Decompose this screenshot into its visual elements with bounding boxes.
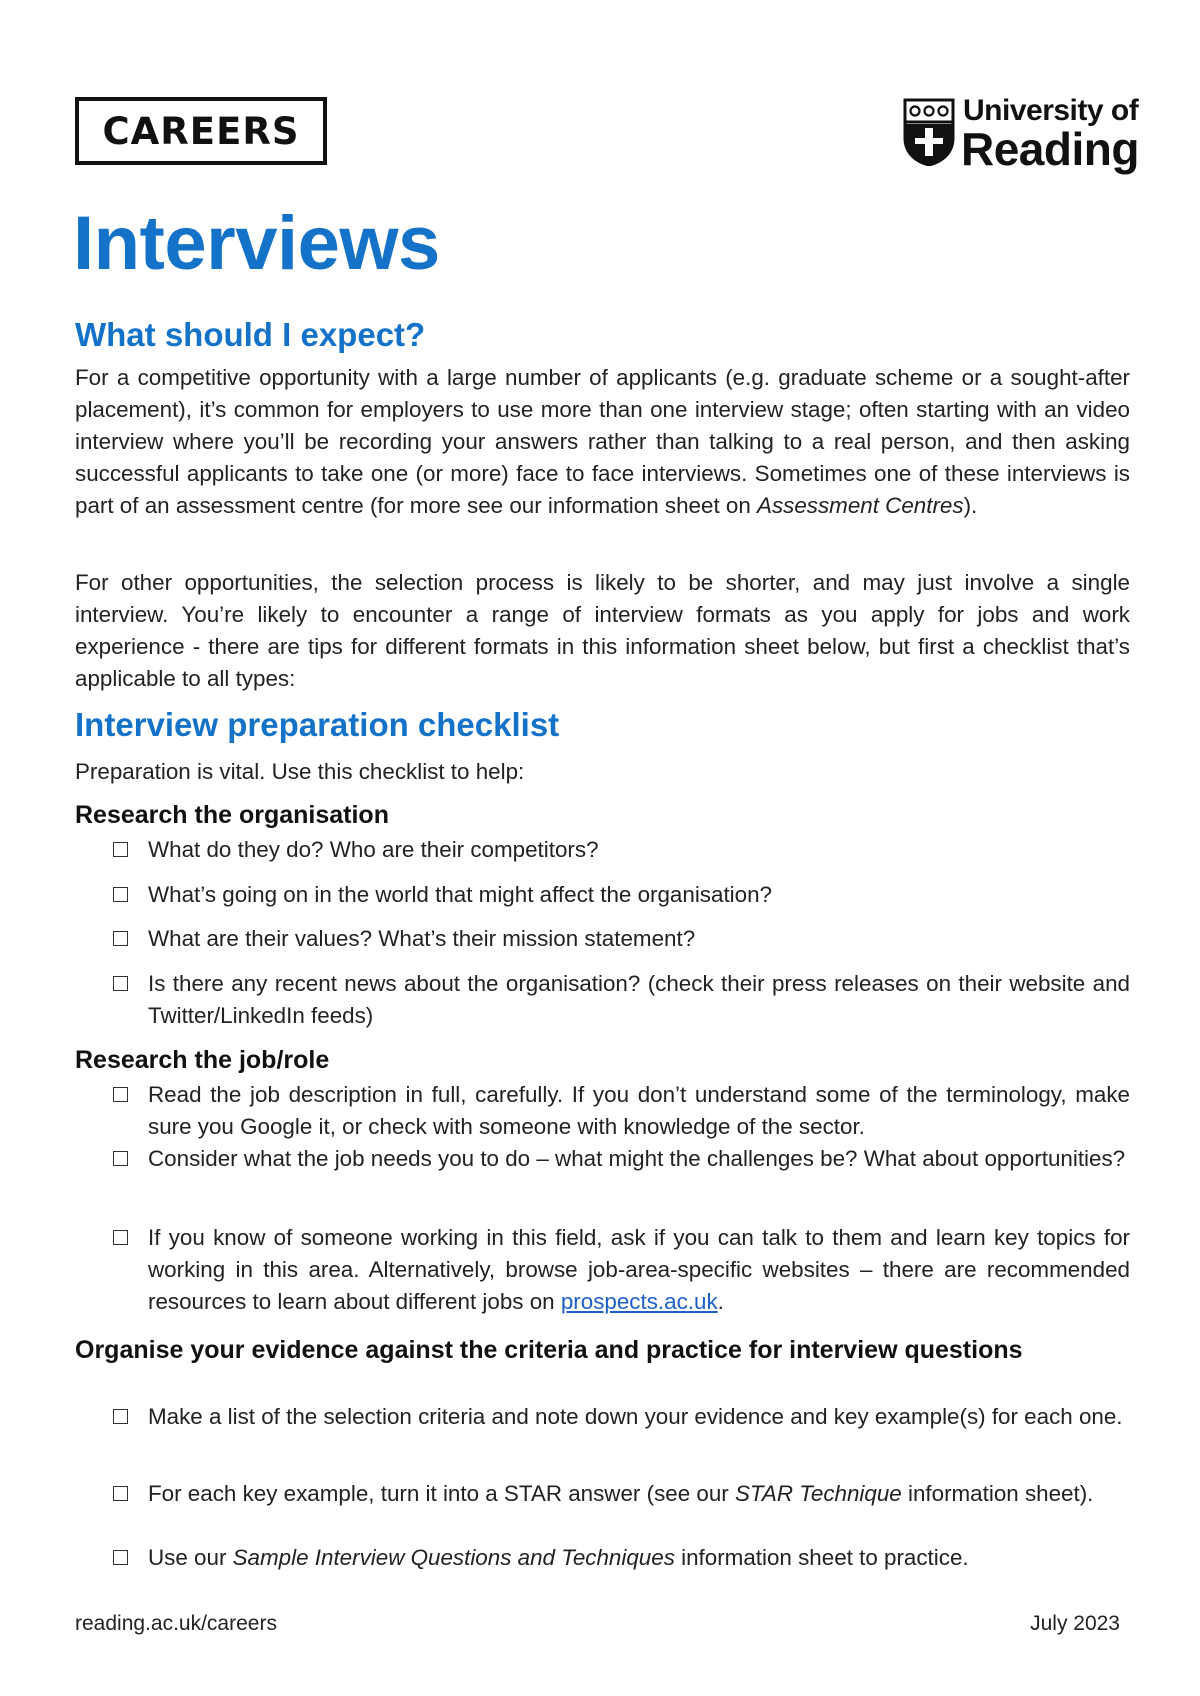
subheading-research-organisation: Research the organisation: [75, 801, 389, 829]
checklist-item-text-end: information sheet to practice.: [674, 1545, 969, 1570]
checklist-intro: Preparation is vital. Use this checklist to help:: [75, 759, 525, 784]
checklist-item: [113, 923, 1130, 955]
checklist-item-text: Is there any recent news about the organisation? (check their press releases on their website and Twitter/LinkedIn feeds): [148, 971, 1130, 1028]
checkbox-icon[interactable]: [113, 842, 128, 857]
careers-logo-text: CAREERS: [102, 109, 300, 153]
footer-website: reading.ac.uk/careers: [75, 1612, 277, 1635]
checklist-item-text: What’s going on in the world that might affect the organisation?: [148, 882, 773, 907]
document-page: [73, 0, 1139, 1696]
checklist-item-text: What are their values? What’s their mission statement?: [148, 926, 696, 951]
crest-icon: [903, 98, 955, 166]
checklist-item: [113, 968, 1130, 1032]
checklist-item-text: [148, 1478, 1130, 1510]
checkbox-icon[interactable]: [113, 1087, 128, 1102]
checklist-item-text: Make a list of the selection criteria and note down your evidence and key example(s) for each one.: [148, 1404, 1123, 1429]
subheading-research-job: Research the job/role: [75, 1046, 330, 1074]
section-heading-expect: What should I expect?: [75, 316, 426, 353]
checklist-item: [113, 1542, 1130, 1574]
checklist-item: [113, 1478, 1130, 1510]
expect-paragraph-2: For other opportunities, the selection process is likely to be shorter, and may just involve a single interview. You’re likely to encounter a range of interview formats as you apply for jobs and work experience - there are tips for different formats in this information sheet below, but first a checklist that’s applicable to all types:: [75, 570, 1130, 691]
checklist-item-text-part: If you know of someone working in this field, ask if you can talk to them and learn key topics for working in this area. Alternatively, browse job-area-specific websites – there are recommended resources to learn about different jobs on: [148, 1225, 1130, 1314]
university-name-line1: University of: [963, 94, 1139, 127]
checkbox-icon[interactable]: [113, 976, 128, 991]
university-name-line2: Reading: [961, 123, 1139, 175]
section-heading-checklist: Interview preparation checklist: [75, 706, 560, 743]
checkbox-icon[interactable]: [113, 887, 128, 902]
university-logo: [903, 92, 1139, 175]
expect-p1-emphasis: Assessment Centres: [757, 493, 964, 518]
footer-date: July 2023: [1030, 1612, 1120, 1635]
checkbox-icon[interactable]: [113, 1409, 128, 1424]
checkbox-icon[interactable]: [113, 1151, 128, 1166]
expect-paragraph-1: [75, 362, 1130, 522]
checklist-item: [113, 1079, 1130, 1143]
checklist-item-text: [148, 1222, 1130, 1318]
checklist-item-text-part: For each key example, turn it into a STAR answer (see our: [148, 1481, 735, 1506]
checkbox-icon[interactable]: [113, 931, 128, 946]
checkbox-icon[interactable]: [113, 1230, 128, 1245]
subheading-organise-evidence: Organise your evidence against the criteria and practice for interview questions: [75, 1336, 1023, 1364]
page-title: Interviews: [73, 201, 440, 286]
checklist-item: [113, 879, 1130, 911]
careers-logo: [75, 97, 327, 165]
checklist-item-text: Read the job description in full, carefully. If you don’t understand some of the terminology, make sure you Google it, or check with someone with knowledge of the sector.: [148, 1082, 1130, 1139]
checklist-item-text: [148, 1542, 1130, 1574]
checklist-item-text-end: information sheet).: [901, 1481, 1094, 1506]
checkbox-icon[interactable]: [113, 1486, 128, 1501]
checklist-item-text: What do they do? Who are their competitors?: [148, 837, 599, 862]
checklist-item: [113, 1401, 1130, 1433]
checkbox-icon[interactable]: [113, 1550, 128, 1565]
expect-p1-text: For a competitive opportunity with a large number of applicants (e.g. graduate scheme or a sought-after placement), it’s common for employers to use more than one interview stage; often starting with an video interview where you’ll be recording your answers rather than talking to a real person, and then asking successful applicants to take one (or more) face to face interviews. Sometimes one of these interviews is part of an assessment centre (for more see our information sheet on: [75, 365, 1130, 518]
star-technique-emphasis: STAR Technique: [734, 1481, 902, 1506]
prospects-link[interactable]: prospects.ac.uk: [560, 1289, 718, 1314]
checklist-item-text-end: .: [717, 1289, 724, 1314]
expect-p1-end: ).: [963, 493, 978, 518]
checklist-item: [113, 1222, 1130, 1318]
checklist-item-text: Consider what the job needs you to do – what might the challenges be? What about opportunities?: [148, 1146, 1126, 1171]
checklist-item: [113, 1143, 1130, 1175]
checklist-item: [113, 834, 1130, 866]
checklist-item-text-part: Use our: [148, 1545, 233, 1570]
sample-questions-emphasis: Sample Interview Questions and Techniques: [232, 1545, 675, 1570]
